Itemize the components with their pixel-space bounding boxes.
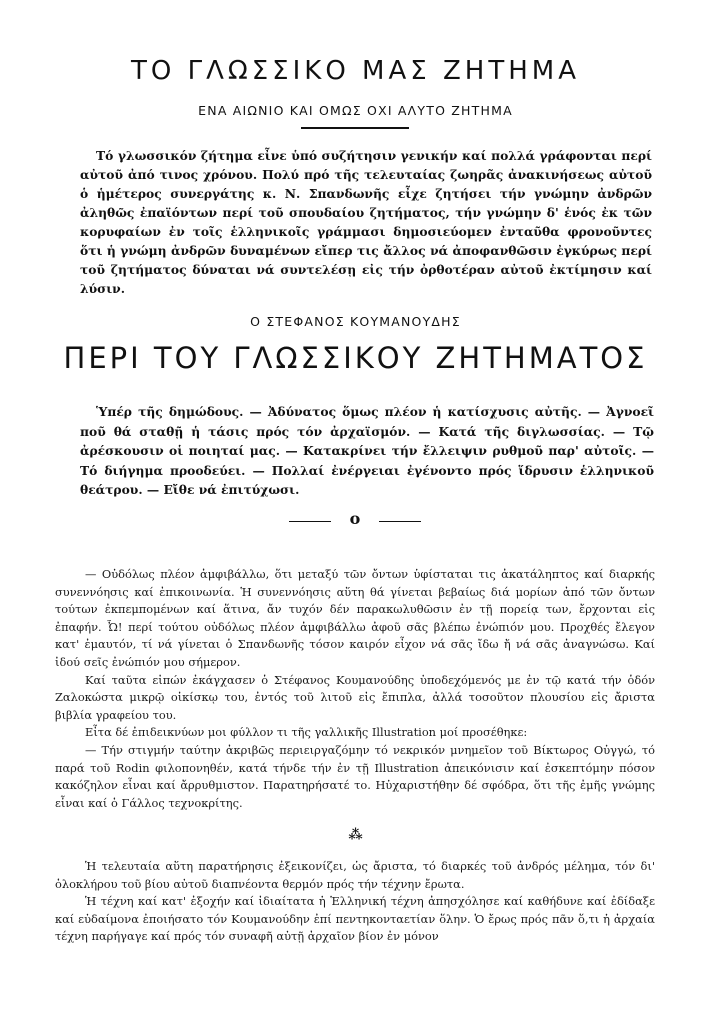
body-paragraph: Ἡ τελευταία αὕτη παρατήρησις ἐξεικονίζει, ὡς ἄριστα, τό διαρκές τοῦ ἀνδρός μέλημα, τόν δι' ὁλοκλήρου τοῦ βίου αὐτοῦ διαπνέοντα θερμόν πρός τήν τέχνην ἔρωτα. xyxy=(55,859,655,891)
body-paragraph: — Τήν στιγμήν ταύτην ἀκριβῶς περιειργαζόμην τό νεκρικόν μνημεῖον τοῦ Βίκτωρος Οὐγγώ, τό παρά τοῦ Rodin φιλοπονηθέν, κατά τήνδε τήν ἐν τῇ Illustration ἀπεικόνισιν καί ἐσκεπτόμην πόσον κακόζηλον εἶναι καί ἄρρυθμιστον. Παρατηρήσατέ το. Ηὐχαριστήθην δέ σφόδρα, ὅτι τῆς ἐμῆς γνώμης εἶναι καί ὁ Γάλλος τεχνοκρίτης. xyxy=(55,742,655,810)
intro-block xyxy=(80,146,652,298)
article-author: Ο ΣΤΕΦΑΝΟΣ ΚΟΥΜΑΝΟΥΔΗΣ xyxy=(250,314,461,329)
main-title: ΤΟ ΓΛΩΣΣΙΚΟ ΜΑΣ ΖΗΤΗΜΑ xyxy=(131,56,580,86)
separator-line-left xyxy=(289,521,331,522)
article-title: ΠΕΡΙ ΤΟΥ ΓΛΩΣΣΙΚΟΥ ΖΗΤΗΜΑΤΟΣ xyxy=(63,341,648,375)
body-paragraph: Καί ταῦτα εἰπών ἐκάγχασεν ὁ Στέφανος Κουμανούδης ὑποδεχόμενός με ἐν τῷ κατά τήν ὁδόν Ζαλοκώστα μικρῷ οἰκίσκῳ του, ἐντός τοῦ λιτοῦ εἰς ἔπιπλα, ἀλλά τοσοῦτον πλουσίου εἰς ἄριστα βιβλία γραφείου του. xyxy=(55,672,655,722)
main-subtitle: ΕΝΑ ΑΙΩΝΙΟ ΚΑΙ ΟΜΩΣ ΟΧΙ ΑΛΥΤΟ ΖΗΤΗΜΑ xyxy=(198,103,513,118)
intro-paragraph: Τό γλωσσικόν ζήτημα εἶνε ὑπό συζήτησιν γενικήν καί πολλά γράφονται περί αὐτοῦ ἀπό τινος χρόνου. Πολύ πρό τῆς τελευταίας ζωηρᾶς ἀνακινήσεως αὐτοῦ ὁ ἡμέτερος συνεργάτης κ. Ν. Σπανδωνῆς εἶχε ζητήσει τήν γνώμην ἀνδρῶν ἀληθῶς ἐπαϊόντων περί τοῦ σπουδαίου ζητήματος, τήν γνώμην δ' ἑνός ἐκ τῶν κορυφαίων ἐν τοῖς ἑλληνικοῖς γράμμασι δημοσιεύομεν ἐνταῦθα φρονοῦντες ὅτι ἡ γνώμη ἀνδρῶν δυναμένων εἴπερ τις ἄλλος νά ἀποφανθῶσιν ἐγκύρως περί τοῦ ζητήματος δύναται νά συντελέσῃ εἰς τήν ὀρθοτέραν αὐτοῦ ἐκτίμησιν καί λύσιν. xyxy=(80,148,652,296)
asterism: ⁂ xyxy=(348,827,363,843)
summary-paragraph: Ὑπέρ τῆς δημώδους. — Ἀδύνατος ὅμως πλέον ἡ κατίσχυσις αὐτῆς. — Ἀγνοεῖ ποῦ θά σταθῇ ἡ τάσις πρός τόν ἀρχαϊσμόν. — Κατά τῆς διγλωσσίας. — Τῷ ἀρέσκουσιν οἱ ποιηταί μας. — Κατακρίνει τήν ἔλλειψιν ρυθμοῦ παρ' αὐτοῖς. — Τό διήγημα προοδεύει. — Πολλαί ἐνέργειαι ἐγένοντο πρός ἵδρυσιν ἑλληνικοῦ θεάτρου. — Εἴθε νά ἐπιτύχωσι. xyxy=(80,404,654,497)
separator-mark: o xyxy=(349,509,361,528)
article-body-continued xyxy=(55,858,655,946)
body-paragraph: Εἶτα δέ ἐπιδεικνύων μοι φύλλον τι τῆς γαλλικῆς Illustration μοί προσέθηκε: xyxy=(85,725,528,740)
article-summary xyxy=(80,402,654,500)
body-paragraph: — Οὐδόλως πλέον ἀμφιβάλλω, ὅτι μεταξύ τῶν ὄντων ὑφίσταται τις ἀκατάληπτος καί διαρκής συνεννόησις καί ἐπικοινωνία. Ἡ συνεννόησις αὕτη θά γίνεται βεβαίως διά μορίων ἀπό τῶν ὄντων τούτων ἐκπεμπομένων καί ἅτινα, ἄν τυχόν δέν παρακωλυθῶσιν ἐν τῇ πορείᾳ των, ἔρχονται εἰς ἐπαφήν. Ὦ! περί τούτου οὐδόλως πλέον ἀμφιβάλλω ἀφοῦ σᾶς βλέπω ἐνώπιόν μου. Προχθές ἔλεγον κατ' ἐμαυτόν, τί νά γίνεται ὁ Σπανδωνῆς τόσον καιρόν εἶχον νά σᾶς ἴδω ἤ νά σᾶς ἀναγνώσω. Καί ἰδού σεῖς ἐνώπιόν μου σήμερον. xyxy=(55,567,655,669)
body-paragraph: Ἡ τέχνη καί κατ' ἐξοχήν καί ἰδιαίτατα ἡ Ἑλληνική τέχνη ἀπησχόλησε καί καθήδυνε καί ἐδίδαξε καί εὐδαίμονα ἐποιήσατο τόν Κουμανούδην ἐπί πεντηκονταετίαν ὅλην. Ὁ ἔρως πρός πᾶν ὅ,τι ἡ ἀρχαία τέχνη παρήγαγε καί πρός τόν συναφῆ αὐτῇ ἀρχαῖον βίον ἐν μόνον xyxy=(55,894,655,944)
article-body xyxy=(55,566,655,812)
section-separator xyxy=(0,509,711,533)
title-rule xyxy=(301,127,409,129)
separator-line-right xyxy=(379,521,421,522)
